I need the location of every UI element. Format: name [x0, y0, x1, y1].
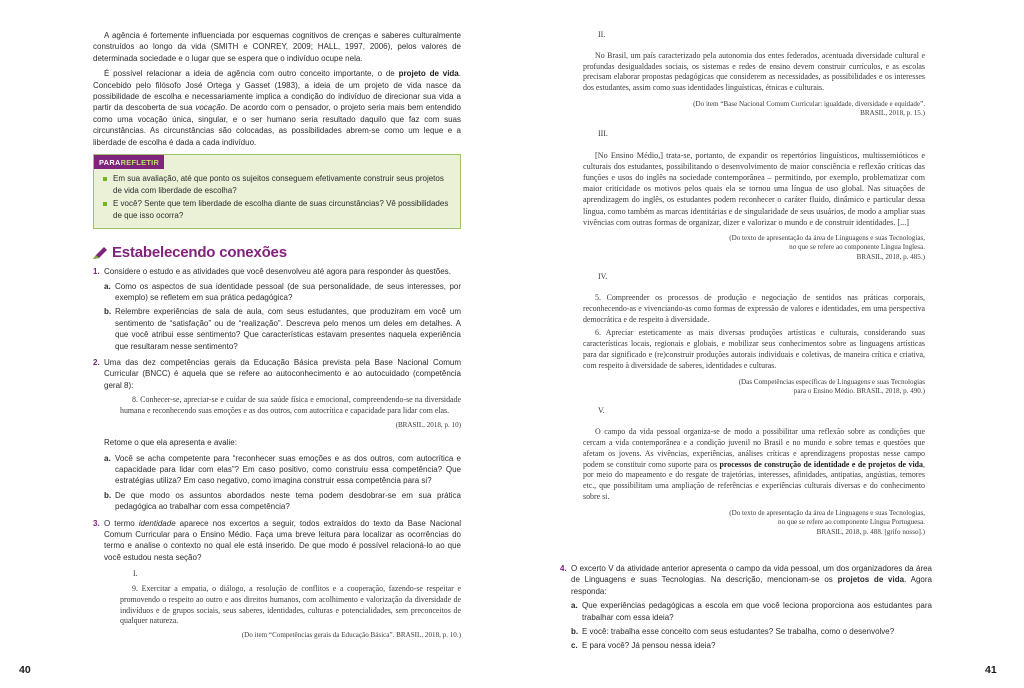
- excerpt-v-citation: (Do texto de apresentação da área de Linguagens e suas Tecnologias, no que se refere ao componente Língua Portuguesa. BRASIL, 2018, p. 488. [grifo nosso].): [729, 508, 925, 536]
- reflect-list: [94, 169, 460, 228]
- reflect-item: E você? Sente que tem liberdade de escolha diante de suas circunstâncias? Vê possibilidades de que isso ocorra?: [102, 198, 452, 221]
- left-column: [93, 30, 461, 648]
- excerpt-iii-text: [No Ensino Médio,] trata-se, portanto, de expandir os repertórios linguísticos, multissemióticos e culturais dos estudantes, possibilitando o desenvolvimento de maior consciência e reflexão críticas das funções e usos do inglês na sociedade contemporânea – permitindo, por exemplo, problematizar com maior criticidade os motivos pelos quais ela se tornou uma língua de uso global. Nas situações de aprendizagem do inglês, os estudantes podem reconhecer o caráter fluido, dinâmico e particular dessa língua, como também as marcas identitárias e de singularidade de seus usuários, de modo a ampliar suas vivências com outras formas de organizar, dizer e valorizar o mundo e de construir identidades. [...]: [583, 150, 925, 227]
- page-number-left: 40: [19, 664, 31, 676]
- reflect-box: [93, 154, 461, 229]
- question-4a: a. Que experiências pedagógicas a escola em que você leciona proporciona aos estudantes para trabalhar com essa ideia?: [571, 601, 932, 622]
- excerpt-i-citation: (Do item “Competências gerais da Educação Básica”. BRASIL, 2018, p. 10.): [241, 631, 461, 640]
- question-2b: b. De que modo os assuntos abordados neste tema podem desdobrar-se em sua prática pedagógica ao trabalhar com essa competência?: [104, 490, 461, 512]
- reflect-tag: PARAREFLETIR: [94, 155, 164, 169]
- question-3: 3. O termo identidade aparece nos excertos a seguir, todos extraídos do texto da Base Nacional Comum Curricular para o Ensino Médio. Faça uma breve leitura para localizar as ocorrências do termo e analise o contexto no qual ele está inserido. De que modo é possível relacioná-lo ao que você estudou nesta seção?: [93, 518, 462, 562]
- roman-numeral-5: V.: [598, 406, 605, 416]
- excerpt-ii-text: No Brasil, um país caracterizado pela autonomia dos entes federados, acentuada diversidade cultural e profundas desigualdades sociais, os sistemas e redes de ensino devem construir currículos, e as escolas precisam elaborar propostas pedagógicas que considerem as necessidades, as possibilidades e os interesses dos estudantes, assim como suas identidades linguísticas, étnicas e culturais.: [583, 50, 925, 93]
- bncc-quote: 8. Conhecer-se, apreciar-se e cuidar de sua saúde física e emocional, compreendendo-se na diversidade humana e reconhecendo suas emoções e as dos outros, com autocrítica e capacidade para lidar com elas.: [120, 395, 461, 415]
- question-1a: a. Como os aspectos de sua identidade pessoal (de sua personalidade, de seus interesses, por exemplo) se refletem em sua prática pedagógica?: [104, 281, 461, 302]
- excerpt-iii-citation: (Do texto de apresentação da área de Linguagens e suas Tecnologias, no que se refere ao componente Língua Inglesa. BRASIL, 2018, p. 485.): [729, 234, 925, 261]
- excerpt-v-text: O campo da vida pessoal organiza-se de modo a possibilitar uma reflexão sobre as condições que cercam a vida contemporânea e a condição juvenil no Brasil e no mundo e sobre temas e questões que afetam os jovens. As vivências, experiências, análises críticas e aprendizagens propostas nesse campo podem se constituir como suporte para os processos de construção de identidade e de projetos de vida, por meio do mapeamento e do resgate de trajetórias, interesses, afinidades, antipatias, angústias, temores etc., que possibilitam uma ampliação de referências e experiências culturais diversas e do conhecimento sobre si.: [583, 427, 925, 501]
- question-4: 4. O excerto V da atividade anterior apresenta o campo da vida pessoal, um dos organizadores da área de Linguagens e suas Tecnologias. Na descrição, mencionam-se os projetos de vida. Agora responda:: [560, 564, 932, 596]
- excerpt-ii-citation: (Do item “Base Nacional Comum Curricular: igualdade, diversidade e equidade”. BRASIL, 2018, p. 15.): [693, 99, 925, 118]
- question-4-block: [560, 563, 932, 655]
- question-4c: c. E para você? Já pensou nessa ideia?: [571, 641, 716, 651]
- question-4b: b. E você: trabalha esse conceito com seus estudantes? Se trabalha, como o desenvolve?: [571, 627, 895, 637]
- excerpt-iv-item-6: 6. Apreciar esteticamente as mais diversas produções artísticas e culturais, considerando suas características locais, regionais e globais, e mobilizar seus conhecimentos sobre as linguagens artísticas para dar significado e (re)construir produções autorais individuais e coletivas, de maneira crítica e criativa, com respeito à diversidade de saberes, identidades e culturas.: [583, 328, 925, 370]
- roman-numeral-3: III.: [598, 128, 608, 138]
- roman-numeral-2: II.: [598, 30, 606, 39]
- question-2: 2. Uma das dez competências gerais da Educação Básica prevista pela Base Nacional Comum Curricular (BNCC) é aquela que se refere ao autoconhecimento e ao autocuidado (competência geral 8):: [93, 357, 461, 390]
- excerpt-iv-citation: (Das Competências específicas de Linguagens e suas Tecnologias para o Ensino Médio. BRASIL, 2018, p. 490.): [738, 377, 925, 396]
- pencil-icon: [93, 247, 107, 259]
- roman-numeral-1: I.: [133, 569, 138, 579]
- intro-paragraph-1: A agência é fortemente influenciada por esquemas cognitivos de crenças e saberes culturalmente construídos ao longo da vida (SMITH e CONREY, 2009; HALL, 1997, 2006), pelos valores de determinada sociedade e o lugar que se espera que o indivíduo ocupe nela.: [93, 31, 461, 63]
- intro-paragraph-2: É possível relacionar a ideia de agência com outro conceito importante, o de projeto de vida. Concebido pelo filósofo José Ortega y Gasset (1983), a ideia de um projeto de vida nasce da possibilidade de escolha e necessariamente implica a condição do indivíduo de direcionar sua vida a partir da descoberta de sua vocação. De acordo com o pensador, o projeto seria mais bem entendido como uma vocação única, singular, e o ser humano seria resultado daquilo que faz com suas circunstâncias. As circunstâncias são colocadas, as possibilidades abrem-se como um leque e a liberdade de escolha é dada a cada indivíduo.: [93, 69, 461, 147]
- question-2a: a. Você se acha competente para “reconhecer suas emoções e as dos outros, com autocrítica e capacidade para lidar com elas”? Em caso positivo, como construiu essa competência? Que estratégias utiliza? Em caso negativo, como imagina construir essa competência para si?: [104, 453, 461, 486]
- retome-text: Retome o que ela apresenta e avalie:: [104, 438, 237, 448]
- question-1b: b. Relembre experiências de sala de aula, com seus estudantes, que produziram em você um sentimento de “satisfação” ou de “realização”. Descreva pelo menos um deles em detalhes. A que você atribui esse sentimento? Que características estavam presentes naquela experiência que resultaram nesse sentimento?: [104, 307, 461, 351]
- excerpt-iv-item-5: 5. Compreender os processos de produção e negociação de sentidos nas práticas corporais, reconhecendo-as e vivenciando-as como formas de expressão de valores e identidades, em uma perspectiva democrática e de respeito à diversidade.: [583, 293, 925, 324]
- excerpt-i-quote: 9. Exercitar a empatia, o diálogo, a resolução de conflitos e a cooperação, fazendo-se respeitar e promovendo o respeito ao outro e aos direitos humanos, com acolhimento e valorização da diversidade de indivíduos e de grupos sociais, seus saberes, identidades, culturas e potencialidades, sem preconceitos de qualquer natureza.: [120, 584, 461, 626]
- reflect-item: Em sua avaliação, até que ponto os sujeitos conseguem efetivamente construir seus projetos de vida com liberdade de escolha?: [102, 173, 452, 196]
- roman-numeral-4: IV.: [598, 272, 608, 282]
- right-column: [583, 30, 925, 547]
- section-title: Estabelecendo conexões: [112, 244, 287, 262]
- page-number-right: 41: [985, 664, 997, 676]
- section-heading: [93, 244, 461, 262]
- bncc-citation: (BRASIL, 2018, p. 10): [395, 420, 461, 429]
- question-1: 1. Considere o estudo e as atividades que você desenvolveu até agora para responder às questões.: [93, 267, 451, 277]
